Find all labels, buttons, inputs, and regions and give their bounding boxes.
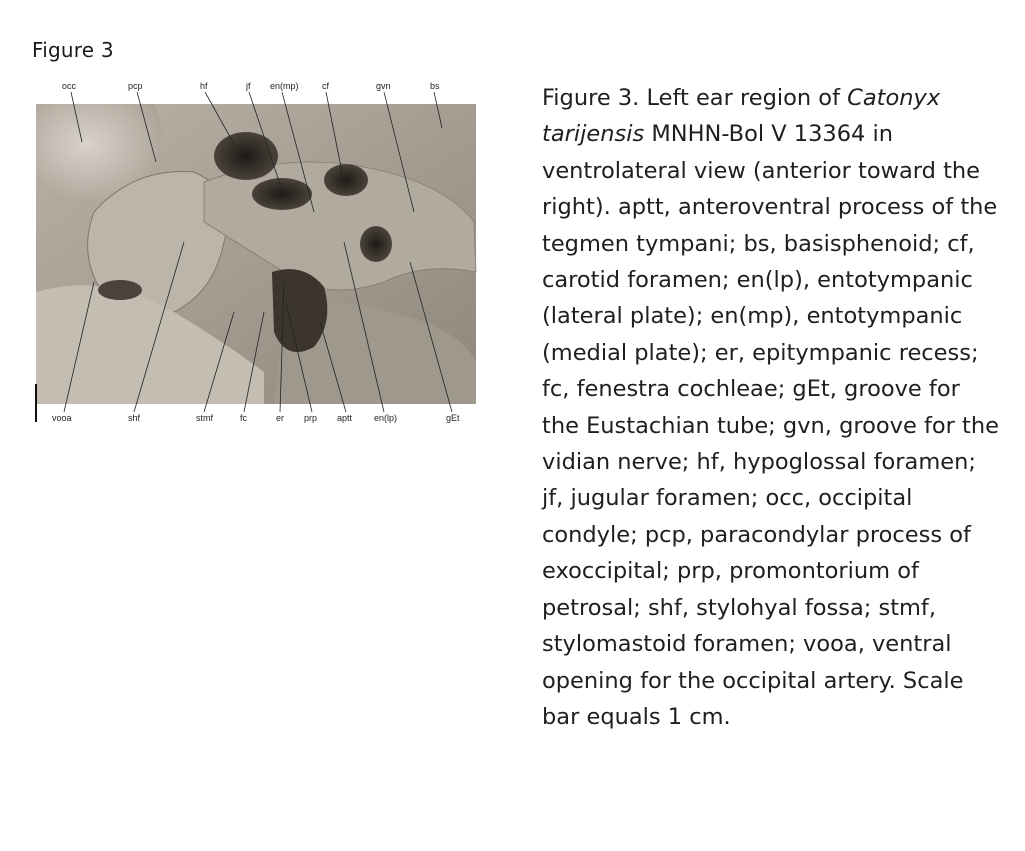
label-stmf: stmf [196,413,213,423]
label-hf: hf [200,81,208,91]
label-bs: bs [430,81,440,91]
label-shf: shf [128,413,141,423]
label-jf: jf [246,81,251,91]
figure-heading: Figure 3 [32,38,114,62]
label-gvn: gvn [376,81,391,91]
stylohyal-fossa-shape [98,280,142,300]
figure-caption [542,80,1000,735]
label-pcp: pcp [128,81,143,91]
carotid-foramen-shape [324,164,368,196]
label-occ: occ [62,81,77,91]
label-en-mp: en(mp) [270,81,299,91]
label-vooa: vooa [52,413,72,423]
label-fc: fc [240,413,248,423]
vidian-groove-shape [360,226,392,262]
label-en-lp: en(lp) [374,413,398,423]
jugular-foramen-shape [252,178,312,210]
caption-species: Catonyx tarijensis [542,85,941,148]
label-aptt: aptt [337,413,353,423]
label-prp: prp [304,413,318,423]
caption-label: Figure 3 [542,85,633,111]
caption-text-intro: . Left ear region of [632,85,848,111]
epitympanic-recess-shape [272,269,327,352]
label-er: er [276,413,285,423]
label-get: gEt [446,413,460,423]
caption-text-body: MNHN-Bol V 13364 in ventrolateral view (anterior toward the right). aptt, anteroventral process of the tegmen tympani; bs, basisphenoid; cf, carotid foramen; en(lp), entotympanic (lateral plate); en(mp), entotympanic (medial plate); er, epitympanic recess; fc, fenestra cochleae; gEt, groove for the Eustachian tube; gvn, groove for the vidian nerve; hf, hypoglossal foramen; jf, jugular foramen; occ, occipital condyle; pcp, paracondylar process of exoccipital; prp, promontorium of petrosal; shf, stylohyal fossa; stmf, stylomastoid foramen; vooa, ventral opening for the occipital artery. Scale bar equals 1 cm. [542,121,999,730]
fossil-photograph [24,72,494,432]
hypoglossal-foramen-shape [214,132,278,180]
label-cf: cf [322,81,330,91]
